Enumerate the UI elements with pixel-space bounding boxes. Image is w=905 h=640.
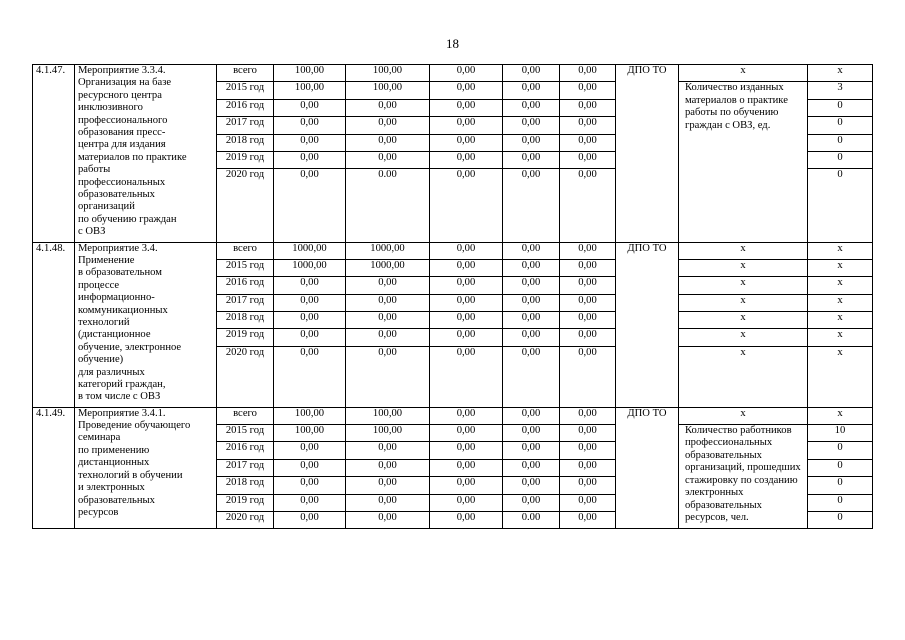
description-line: (дистанционное	[78, 329, 151, 341]
extra-budgetary-value: 0,00	[560, 477, 616, 494]
federal-budget-value: 0,00	[430, 442, 503, 459]
federal-budget-value: 0,00	[430, 169, 503, 242]
description-line: организаций	[78, 201, 135, 213]
extra-budgetary-value: 0,00	[560, 169, 616, 242]
description-line: Мероприятие 3.4.	[78, 242, 158, 254]
total-funding-value: 0,00	[274, 117, 346, 134]
indicator-target-value: х	[808, 242, 873, 259]
total-funding-value: 1000,00	[274, 259, 346, 276]
description-line: в образовательном	[78, 267, 162, 279]
regional-budget-value: 0,00	[346, 117, 430, 134]
activity-description	[75, 407, 217, 529]
description-line: в том числе с ОВЗ	[78, 391, 161, 403]
description-line: семинара	[78, 432, 121, 444]
table-row	[33, 65, 873, 82]
description-line: центра для издания	[78, 139, 166, 151]
indicator-target-value: 0	[808, 512, 873, 529]
local-budget-value: 0,00	[503, 65, 560, 82]
total-funding-value: 0,00	[274, 151, 346, 168]
period-label: 2020 год	[217, 512, 274, 529]
local-budget-value: 0,00	[503, 407, 560, 424]
total-funding-value: 0,00	[274, 312, 346, 329]
regional-budget-value: 0,00	[346, 134, 430, 151]
total-funding-value: 100,00	[274, 425, 346, 442]
extra-budgetary-value: 0,00	[560, 99, 616, 116]
indicator-target-value: х	[808, 407, 873, 424]
regional-budget-value: 0,00	[346, 312, 430, 329]
description-line: инклюзивного	[78, 102, 143, 114]
indicator-value: х	[679, 312, 808, 329]
activity-description	[75, 242, 217, 407]
total-funding-value: 0,00	[274, 459, 346, 476]
description-line: по обучению граждан	[78, 213, 177, 225]
indicator-target-value: 10	[808, 425, 873, 442]
description-line: по применению	[78, 444, 150, 456]
local-budget-value: 0,00	[503, 134, 560, 151]
extra-budgetary-value: 0,00	[560, 117, 616, 134]
local-budget-value: 0,00	[503, 242, 560, 259]
extra-budgetary-value: 0,00	[560, 277, 616, 294]
regional-budget-value: 0,00	[346, 294, 430, 311]
description-line: профессионального	[78, 114, 168, 126]
indicator-value: х	[679, 294, 808, 311]
total-funding-value: 0,00	[274, 169, 346, 242]
period-label: всего	[217, 65, 274, 82]
indicator-target-value: х	[808, 294, 873, 311]
extra-budgetary-value: 0,00	[560, 259, 616, 276]
federal-budget-value: 0,00	[430, 151, 503, 168]
federal-budget-value: 0,00	[430, 494, 503, 511]
description-line: Применение	[78, 254, 135, 266]
extra-budgetary-value: 0,00	[560, 242, 616, 259]
regional-budget-value: 0,00	[346, 442, 430, 459]
description-line: Организация на базе	[78, 77, 172, 89]
local-budget-value: 0,00	[503, 346, 560, 407]
local-budget-value: 0,00	[503, 117, 560, 134]
total-funding-value: 0,00	[274, 277, 346, 294]
extra-budgetary-value: 0,00	[560, 494, 616, 511]
regional-budget-value: 0,00	[346, 329, 430, 346]
period-label: 2020 год	[217, 169, 274, 242]
regional-budget-value: 0,00	[346, 277, 430, 294]
indicator-target-value: х	[808, 329, 873, 346]
indicator-target-value: 0	[808, 117, 873, 134]
regional-budget-value: 0,00	[346, 99, 430, 116]
federal-budget-value: 0,00	[430, 477, 503, 494]
federal-budget-value: 0,00	[430, 134, 503, 151]
period-label: 2018 год	[217, 477, 274, 494]
period-label: всего	[217, 407, 274, 424]
extra-budgetary-value: 0,00	[560, 65, 616, 82]
regional-budget-value: 100,00	[346, 407, 430, 424]
period-label: 2016 год	[217, 442, 274, 459]
extra-budgetary-value: 0,00	[560, 82, 616, 99]
local-budget-value: 0,00	[503, 477, 560, 494]
period-label: 2017 год	[217, 459, 274, 476]
local-budget-value: 0,00	[503, 294, 560, 311]
indicator-total: х	[679, 65, 808, 82]
program-activities-table	[32, 64, 873, 529]
indicator-value: х	[679, 242, 808, 259]
extra-budgetary-value: 0,00	[560, 459, 616, 476]
regional-budget-value: 0,00	[346, 459, 430, 476]
description-line: ресурсов	[78, 506, 119, 518]
activity-code: 4.1.47.	[33, 65, 75, 243]
period-label: 2019 год	[217, 494, 274, 511]
indicator-value: х	[679, 277, 808, 294]
local-budget-value: 0,00	[503, 99, 560, 116]
indicator-description: Количество изданных материалов о практике работы по обучению граждан с ОВЗ, ед.	[679, 82, 808, 242]
total-funding-value: 0,00	[274, 512, 346, 529]
activity-code: 4.1.49.	[33, 407, 75, 529]
activity-code: 4.1.48.	[33, 242, 75, 407]
total-funding-value: 0,00	[274, 329, 346, 346]
table-row	[33, 242, 873, 259]
indicator-target-value: х	[808, 259, 873, 276]
indicator-target-value: х	[808, 277, 873, 294]
description-line: образования пресс-	[78, 127, 166, 139]
indicator-target-value: 0	[808, 442, 873, 459]
description-line: дистанционных	[78, 457, 150, 469]
indicator-value: х	[679, 329, 808, 346]
indicator-value: х	[679, 259, 808, 276]
period-label: 2015 год	[217, 82, 274, 99]
local-budget-value: 0,00	[503, 459, 560, 476]
local-budget-value: 0,00	[503, 425, 560, 442]
local-budget-value: 0,00	[503, 82, 560, 99]
federal-budget-value: 0,00	[430, 425, 503, 442]
regional-budget-value: 100,00	[346, 425, 430, 442]
extra-budgetary-value: 0,00	[560, 151, 616, 168]
federal-budget-value: 0,00	[430, 242, 503, 259]
regional-budget-value: 1000,00	[346, 259, 430, 276]
regional-budget-value: 0,00	[346, 512, 430, 529]
regional-budget-value: 100,00	[346, 65, 430, 82]
local-budget-value: 0,00	[503, 277, 560, 294]
regional-budget-value: 0,00	[346, 346, 430, 407]
indicator-target-value: х	[808, 65, 873, 82]
regional-budget-value: 0,00	[346, 494, 430, 511]
federal-budget-value: 0,00	[430, 259, 503, 276]
period-label: 2018 год	[217, 312, 274, 329]
indicator-target-value: 0	[808, 494, 873, 511]
total-funding-value: 0,00	[274, 494, 346, 511]
indicator-value: х	[679, 346, 808, 407]
description-line: обучение)	[78, 354, 124, 366]
local-budget-value: 0,00	[503, 494, 560, 511]
description-line: категорий граждан,	[78, 379, 166, 390]
federal-budget-value: 0,00	[430, 117, 503, 134]
extra-budgetary-value: 0,00	[560, 442, 616, 459]
local-budget-value: 0,00	[503, 151, 560, 168]
total-funding-value: 0,00	[274, 477, 346, 494]
period-label: 2019 год	[217, 151, 274, 168]
description-line: ресурсного центра	[78, 89, 162, 101]
period-label: 2018 год	[217, 134, 274, 151]
indicator-target-value: 3	[808, 82, 873, 99]
federal-budget-value: 0,00	[430, 512, 503, 529]
period-label: 2015 год	[217, 259, 274, 276]
table-row	[33, 407, 873, 424]
description-line: Мероприятие 3.3.4.	[78, 65, 166, 76]
total-funding-value: 0,00	[274, 442, 346, 459]
description-line: Проведение обучающего	[78, 420, 191, 432]
description-line: для различных	[78, 366, 145, 378]
indicator-target-value: 0	[808, 459, 873, 476]
extra-budgetary-value: 0,00	[560, 294, 616, 311]
extra-budgetary-value: 0,00	[560, 346, 616, 407]
indicator-target-value: х	[808, 346, 873, 407]
regional-budget-value: 100,00	[346, 82, 430, 99]
indicator-description: Количество работников профессиональных образовательных организаций, прошедших стажировку по созданию электронных образовательных ресурсов, чел.	[679, 425, 808, 529]
extra-budgetary-value: 0,00	[560, 425, 616, 442]
regional-budget-value: 0,00	[346, 151, 430, 168]
responsible-organization: ДПО ТО	[616, 242, 679, 407]
regional-budget-value: 0,00	[346, 477, 430, 494]
extra-budgetary-value: 0,00	[560, 134, 616, 151]
responsible-organization: ДПО ТО	[616, 407, 679, 529]
federal-budget-value: 0,00	[430, 82, 503, 99]
total-funding-value: 0,00	[274, 346, 346, 407]
period-label: 2016 год	[217, 99, 274, 116]
description-line: технологий	[78, 316, 130, 328]
total-funding-value: 100,00	[274, 407, 346, 424]
description-line: и электронных	[78, 482, 145, 494]
federal-budget-value: 0,00	[430, 99, 503, 116]
local-budget-value: 0,00	[503, 442, 560, 459]
local-budget-value: 0,00	[503, 312, 560, 329]
local-budget-value: 0,00	[503, 259, 560, 276]
local-budget-value: 0,00	[503, 169, 560, 242]
description-line: образовательных	[78, 189, 155, 201]
description-line: технологий в обучении	[78, 469, 183, 481]
total-funding-value: 100,00	[274, 82, 346, 99]
regional-budget-value: 1000,00	[346, 242, 430, 259]
period-label: всего	[217, 242, 274, 259]
description-line: работы	[78, 164, 111, 176]
federal-budget-value: 0,00	[430, 407, 503, 424]
period-label: 2020 год	[217, 346, 274, 407]
federal-budget-value: 0,00	[430, 329, 503, 346]
activity-description	[75, 65, 217, 243]
period-label: 2015 год	[217, 425, 274, 442]
description-line: материалов по практике	[78, 151, 187, 163]
description-line: коммуникационных	[78, 304, 168, 316]
federal-budget-value: 0,00	[430, 65, 503, 82]
indicator-target-value: 0	[808, 169, 873, 242]
period-label: 2019 год	[217, 329, 274, 346]
federal-budget-value: 0,00	[430, 277, 503, 294]
indicator-target-value: х	[808, 312, 873, 329]
period-label: 2017 год	[217, 117, 274, 134]
indicator-target-value: 0	[808, 151, 873, 168]
extra-budgetary-value: 0,00	[560, 512, 616, 529]
federal-budget-value: 0,00	[430, 459, 503, 476]
description-line: обучение, электронное	[78, 341, 182, 353]
local-budget-value: 0.00	[503, 512, 560, 529]
period-label: 2016 год	[217, 277, 274, 294]
description-line: с ОВЗ	[78, 226, 106, 238]
responsible-organization: ДПО ТО	[616, 65, 679, 243]
federal-budget-value: 0,00	[430, 312, 503, 329]
extra-budgetary-value: 0,00	[560, 312, 616, 329]
description-line: информационно-	[78, 292, 155, 304]
extra-budgetary-value: 0,00	[560, 407, 616, 424]
page-number: 18	[446, 36, 459, 51]
local-budget-value: 0,00	[503, 329, 560, 346]
description-line: образовательных	[78, 494, 155, 506]
total-funding-value: 0,00	[274, 134, 346, 151]
federal-budget-value: 0,00	[430, 346, 503, 407]
indicator-target-value: 0	[808, 134, 873, 151]
total-funding-value: 0,00	[274, 99, 346, 116]
description-line: процессе	[78, 279, 120, 291]
extra-budgetary-value: 0,00	[560, 329, 616, 346]
total-funding-value: 100,00	[274, 65, 346, 82]
period-label: 2017 год	[217, 294, 274, 311]
total-funding-value: 1000,00	[274, 242, 346, 259]
indicator-total: х	[679, 407, 808, 424]
regional-budget-value: 0.00	[346, 169, 430, 242]
indicator-target-value: 0	[808, 477, 873, 494]
indicator-target-value: 0	[808, 99, 873, 116]
description-line: профессиональных	[78, 176, 166, 188]
total-funding-value: 0,00	[274, 294, 346, 311]
description-line: Мероприятие 3.4.1.	[78, 407, 166, 419]
federal-budget-value: 0,00	[430, 294, 503, 311]
